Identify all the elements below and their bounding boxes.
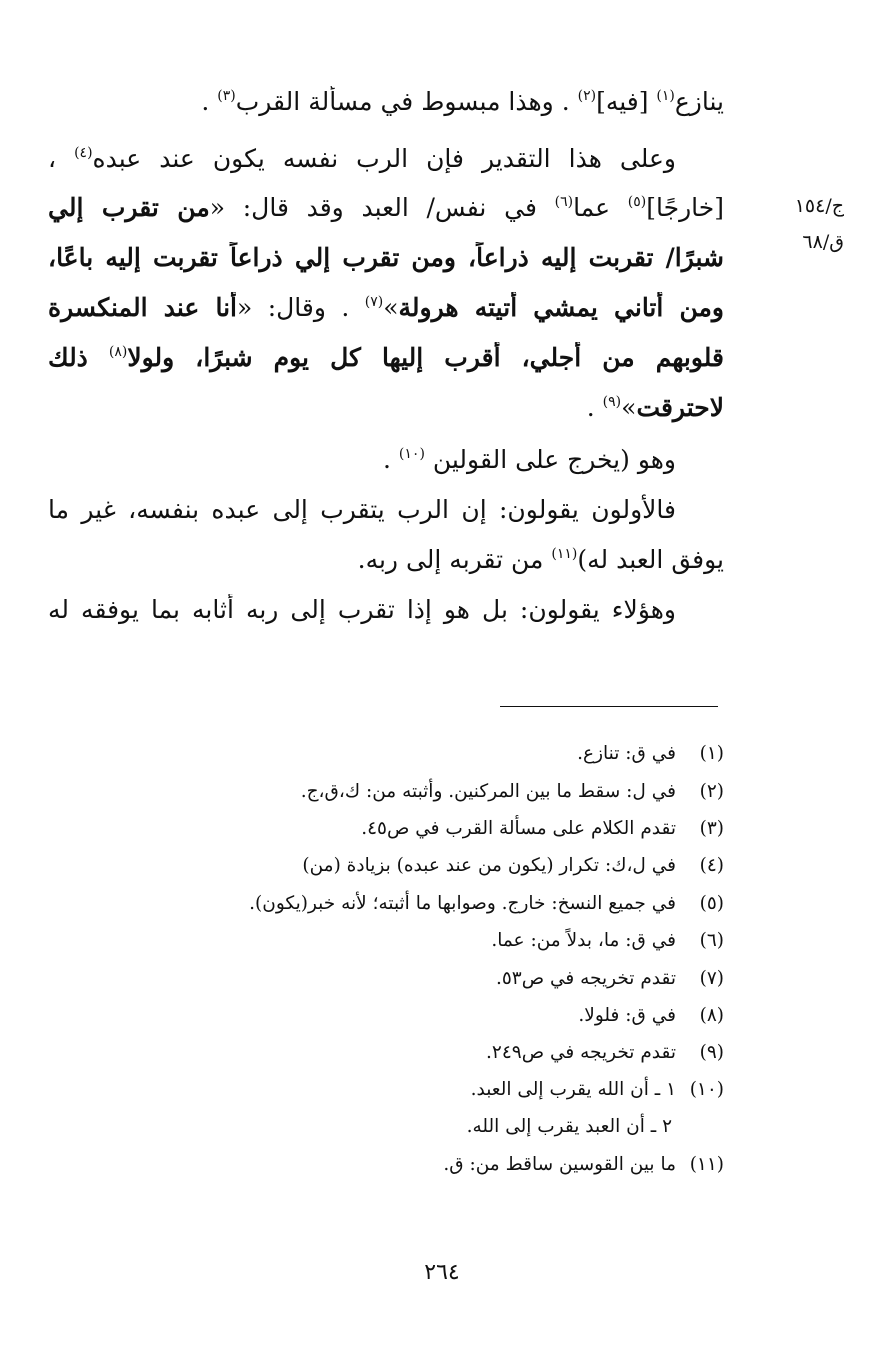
text-run: في نفس/ العبد وقد قال: « xyxy=(209,193,555,222)
text-line-7 xyxy=(48,392,724,424)
text-line-5 xyxy=(48,292,724,324)
footnote-text: ٢ ـ أن العبد يقرب إلى الله. xyxy=(466,1116,672,1137)
footnote-ref-7: (٧) xyxy=(364,294,384,310)
footnote-ref-10: (١٠) xyxy=(398,446,425,462)
footnote-ref-1: (١) xyxy=(656,88,675,104)
hadith-text: من تقرب إلي xyxy=(48,193,210,222)
footnote-ref-5: (٥) xyxy=(627,194,647,210)
margin-note-q-68: ق/٦٨ xyxy=(802,231,844,253)
text-run: وهو (يخرج على القولين xyxy=(424,445,676,474)
footnote-divider xyxy=(500,706,718,707)
hadith-text: قلوبهم من أجلي، أقرب إليها كل يوم شبرًا، ولولا xyxy=(127,343,724,372)
text-run: » xyxy=(383,293,399,322)
text-run: . وهذا مبسوط في مسألة القرب xyxy=(235,87,578,116)
hadith-text: شبرًا/ تقربت إليه ذراعاً، ومن تقرب إلي ذراعاً تقربت إليه باعًا، xyxy=(48,243,724,272)
footnote-text: في ق: ما، بدلاً من: عما. xyxy=(491,930,676,951)
page-number: ٢٦٤ xyxy=(424,1260,460,1285)
footnote-number: (٢) xyxy=(699,781,724,802)
footnote-number: (١١) xyxy=(689,1154,724,1175)
text-run: [فيه] xyxy=(596,87,657,116)
text-run: فالأولون يقولون: إن الرب يتقرب إلى عبده بنفسه، غير ما xyxy=(48,495,676,524)
text-line-8 xyxy=(48,444,724,476)
text-run: يوفق العبد له) xyxy=(577,545,724,574)
footnote-text: تقدم الكلام على مسألة القرب في ص٤٥. xyxy=(361,818,676,839)
footnote-2 xyxy=(48,779,724,805)
footnote-text: ١ ـ أن الله يقرب إلى العبد. xyxy=(470,1079,676,1100)
footnote-number: (٩) xyxy=(699,1042,724,1063)
text-line-6 xyxy=(48,342,724,374)
footnote-text: تقدم تخريجه في ص٢٤٩. xyxy=(486,1042,676,1063)
text-run: [خارجًا] xyxy=(646,193,724,222)
footnote-text: في جميع النسخ: خارج. وصوابها ما أثبته؛ لأنه خبر(يكون). xyxy=(249,893,676,914)
footnote-8 xyxy=(48,1003,724,1029)
footnote-number: (٥) xyxy=(699,893,724,914)
text-run: . xyxy=(201,87,218,116)
footnote-ref-2: (٢) xyxy=(577,88,597,104)
footnote-1 xyxy=(48,741,724,767)
text-run: » xyxy=(621,393,637,422)
text-run: . xyxy=(586,393,603,422)
text-line-10 xyxy=(48,544,724,576)
text-line-11 xyxy=(48,594,724,626)
footnote-6 xyxy=(48,928,724,954)
footnote-ref-11: (١١) xyxy=(551,546,578,562)
footnote-text: في ل: سقط ما بين المركنين. وأثبته من: ك،ق،ج. xyxy=(300,781,676,802)
footnote-number: (١٠) xyxy=(689,1079,724,1100)
footnote-5 xyxy=(48,891,724,917)
footnote-text: في ق: فلولا. xyxy=(578,1005,676,1026)
footnote-10 xyxy=(48,1077,724,1103)
footnote-number: (٧) xyxy=(699,968,724,989)
footnote-9 xyxy=(48,1040,724,1066)
footnote-ref-3: (٣) xyxy=(217,88,236,104)
footnote-number: (٤) xyxy=(699,855,724,876)
text-line-9 xyxy=(48,494,724,526)
footnote-number: (٦) xyxy=(699,930,724,951)
hadith-text: ومن أتاني يمشي أتيته هرولة xyxy=(398,293,724,322)
margin-note-j-154: ج/١٥٤ xyxy=(794,195,844,217)
text-run: من تقربه إلى ربه. xyxy=(357,545,552,574)
hadith-text: أنا عند المنكسرة xyxy=(48,293,238,322)
text-run: وهؤلاء يقولون: بل هو إذا تقرب إلى ربه أثابه بما يوفقه له xyxy=(48,595,676,624)
text-run: ، xyxy=(48,144,75,173)
text-line-2 xyxy=(48,143,724,175)
footnote-7 xyxy=(48,966,724,992)
footnote-ref-4: (٤) xyxy=(74,145,93,161)
footnote-4 xyxy=(48,853,724,879)
footnote-text: في ق: تنازع. xyxy=(577,743,676,764)
text-run: وعلى هذا التقدير فإن الرب نفسه يكون عند عبده xyxy=(92,144,676,173)
text-line-4 xyxy=(48,242,724,274)
footnote-text: ما بين القوسين ساقط من: ق. xyxy=(443,1154,676,1175)
hadith-text: ذلك xyxy=(48,343,109,372)
text-run: . وقال: « xyxy=(237,293,365,322)
footnote-text: في ل،ك: تكرار (يكون من عند عبده) بزيادة (من) xyxy=(302,855,676,876)
text-run: ينازع xyxy=(674,87,724,116)
footnote-10-continued xyxy=(0,1114,724,1140)
text-run: عما xyxy=(573,193,628,222)
footnote-number: (٣) xyxy=(699,818,724,839)
footnote-ref-9: (٩) xyxy=(602,394,622,410)
footnote-3 xyxy=(48,816,724,842)
footnote-number: (١) xyxy=(699,743,724,764)
footnote-11 xyxy=(48,1152,724,1178)
text-line-1 xyxy=(48,86,724,118)
hadith-text: لاحترقت xyxy=(636,393,724,422)
footnote-text: تقدم تخريجه في ص٥٣. xyxy=(495,968,676,989)
footnote-number: (٨) xyxy=(699,1005,724,1026)
footnote-ref-8: (٨) xyxy=(108,344,128,360)
footnote-ref-6: (٦) xyxy=(554,194,574,210)
text-run: . xyxy=(383,445,399,474)
text-line-3 xyxy=(48,192,724,224)
